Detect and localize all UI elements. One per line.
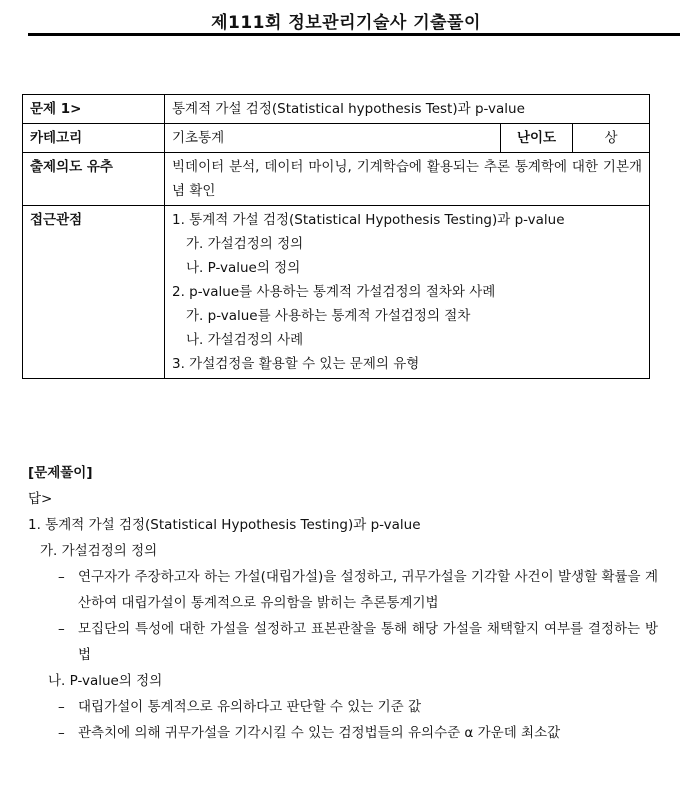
dash-marker: –: [58, 725, 65, 741]
dash-marker: –: [58, 699, 65, 715]
intent-row: [23, 153, 650, 206]
category-value: 기초통계: [165, 124, 501, 153]
approach-line: 2. p-value를 사용하는 통계적 가설검정의 절차와 사례: [172, 284, 496, 300]
solution-subheading-a: 가. 가설검정의 정의: [40, 543, 158, 559]
solution-bullet: [28, 694, 658, 720]
dash-marker: –: [58, 621, 65, 637]
title-underline: [28, 33, 680, 36]
solution-bullet: [28, 720, 658, 746]
document-title: 제111회 정보관리기술사 기출풀이: [211, 13, 481, 33]
approach-label: 접근관점: [23, 206, 165, 379]
dash-marker: –: [58, 569, 65, 585]
approach-line: 나. 가설검정의 사례: [186, 332, 304, 348]
problem-text: 통계적 가설 검정(Statistical hypothesis Test)과 p-value: [165, 95, 650, 124]
problem-row: [23, 95, 650, 124]
solution-bullet: [28, 564, 658, 616]
approach-line: 가. p-value를 사용하는 통계적 가설검정의 절차: [186, 308, 471, 324]
bullet-text: 대립가설이 통계적으로 유의하다고 판단할 수 있는 기준 값: [78, 699, 422, 715]
intent-label: 출제의도 유추: [23, 153, 165, 206]
bullet-text: 관측치에 의해 귀무가설을 기각시킬 수 있는 검정법들의 유의수준 α 가운데 최소값: [78, 725, 561, 741]
category-row: [23, 124, 650, 153]
info-table: [22, 94, 650, 379]
approach-row: [23, 206, 650, 379]
solution-bullet: [28, 616, 658, 668]
solution-heading-1: 1. 통계적 가설 검정(Statistical Hypothesis Testing)과 p-value: [28, 517, 421, 533]
difficulty-label: 난이도: [501, 124, 573, 153]
solution-section: [28, 460, 658, 746]
approach-line: 나. P-value의 정의: [186, 260, 301, 276]
approach-line: 1. 통계적 가설 검정(Statistical Hypothesis Testing)과 p-value: [172, 212, 565, 228]
bullet-text: 연구자가 주장하고자 하는 가설(대립가설)을 설정하고, 귀무가설을 기각할 사건이 발생할 확률을 계산하여 대립가설이 통계적으로 유의함을 밝히는 추론통계기법: [78, 569, 658, 611]
category-label: 카테고리: [23, 124, 165, 153]
approach-content: [165, 206, 650, 379]
solution-title: [문제풀이]: [28, 465, 93, 481]
bullet-text: 모집단의 특성에 대한 가설을 설정하고 표본관찰을 통해 해당 가설을 채택할지 여부를 결정하는 방법: [78, 621, 658, 663]
difficulty-value: 상: [573, 124, 650, 153]
problem-label: 문제 1>: [23, 95, 165, 124]
intent-text: 빅데이터 분석, 데이터 마이닝, 기계학습에 활용되는 추론 통계학에 대한 기본개념 확인: [165, 153, 650, 206]
answer-label: 답>: [28, 491, 53, 507]
approach-line: 3. 가설검정을 활용할 수 있는 문제의 유형: [172, 356, 420, 372]
solution-subheading-b: 나. P-value의 정의: [48, 673, 163, 689]
approach-line: 가. 가설검정의 정의: [186, 236, 304, 252]
